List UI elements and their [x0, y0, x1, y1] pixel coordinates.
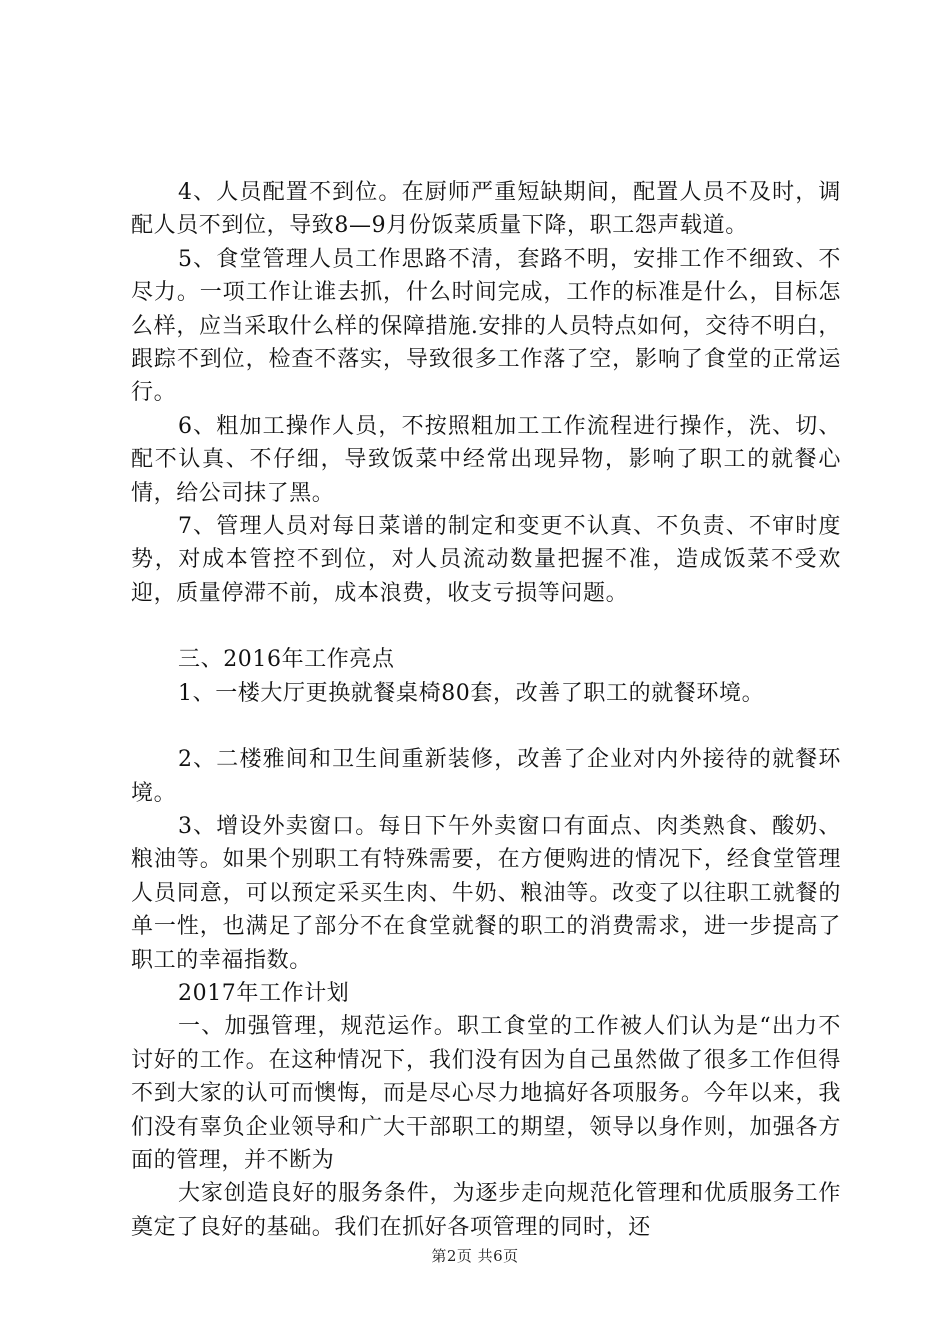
paragraph-item-4: 4、人员配置不到位。在厨师严重短缺期间，配置人员不及时，调配人员不到位，导致8—9月份饭菜质量下降，职工怨声载道。	[131, 180, 841, 239]
paragraph-item-6: 6、粗加工操作人员，不按照粗加工工作流程进行操作，洗、切、配不认真、不仔细，导致饭菜中经常出现异物，影响了职工的就餐心情，给公司抹了黑。	[131, 413, 841, 506]
paragraph-item-5: 5、食堂管理人员工作思路不清，套路不明，安排工作不细致、不尽力。一项工作让谁去抓，什么时间完成，工作的标准是什么，目标怎么样，应当采取什么样的保障措施.安排的人员特点如何，交待不明白，跟踪不到位，检查不落实，导致很多工作落了空，影响了食堂的正常运行。	[131, 246, 841, 406]
highlight-item-3: 3、增设外卖窗口。每日下午外卖窗口有面点、肉类熟食、酸奶、粮油等。如果个别职工有特殊需要，在方便购进的情况下，经食堂管理人员同意，可以预定采买生肉、牛奶、粮油等。改变了以往职工就餐的单一性，也满足了部分不在食堂就餐的职工的消费需求，进一步提高了职工的幸福指数。	[131, 813, 841, 973]
document-body	[131, 176, 841, 1244]
highlight-item-2: 2、二楼雅间和卫生间重新装修，改善了企业对内外接待的就餐环境。	[131, 747, 841, 806]
plan-item-1: 一、加强管理，规范运作。职工食堂的工作被人们认为是“出力不讨好的工作。在这种情况下，我们没有因为自己虽然做了很多工作但得不到大家的认可而懊悔，而是尽心尽力地搞好各项服务。今年以来，我们没有辜负企业领导和广大干部职工的期望，领导以身作则，加强各方面的管理，并不断为	[131, 1014, 841, 1173]
section-heading-2017-plan: 2017年工作计划	[178, 980, 350, 1006]
section-heading-2016-highlights: 三、2016年工作亮点	[178, 647, 395, 673]
paragraph-item-7: 7、管理人员对每日菜谱的制定和变更不认真、不负责、不审时度势，对成本管控不到位，对人员流动数量把握不准，造成饭菜不受欢迎，质量停滞不前，成本浪费，收支亏损等问题。	[131, 514, 841, 606]
paragraph-spacer	[131, 710, 841, 743]
plan-item-1-continued: 大家创造良好的服务条件，为逐步走向规范化管理和优质服务工作奠定了良好的基础。我们在抓好各项管理的同时，还	[131, 1181, 841, 1240]
highlight-item-1: 1、一楼大厅更换就餐桌椅80套，改善了职工的就餐环境。	[178, 680, 765, 706]
paragraph-spacer	[131, 610, 841, 643]
page-number-footer: 第2页 共6页	[431, 1247, 519, 1265]
